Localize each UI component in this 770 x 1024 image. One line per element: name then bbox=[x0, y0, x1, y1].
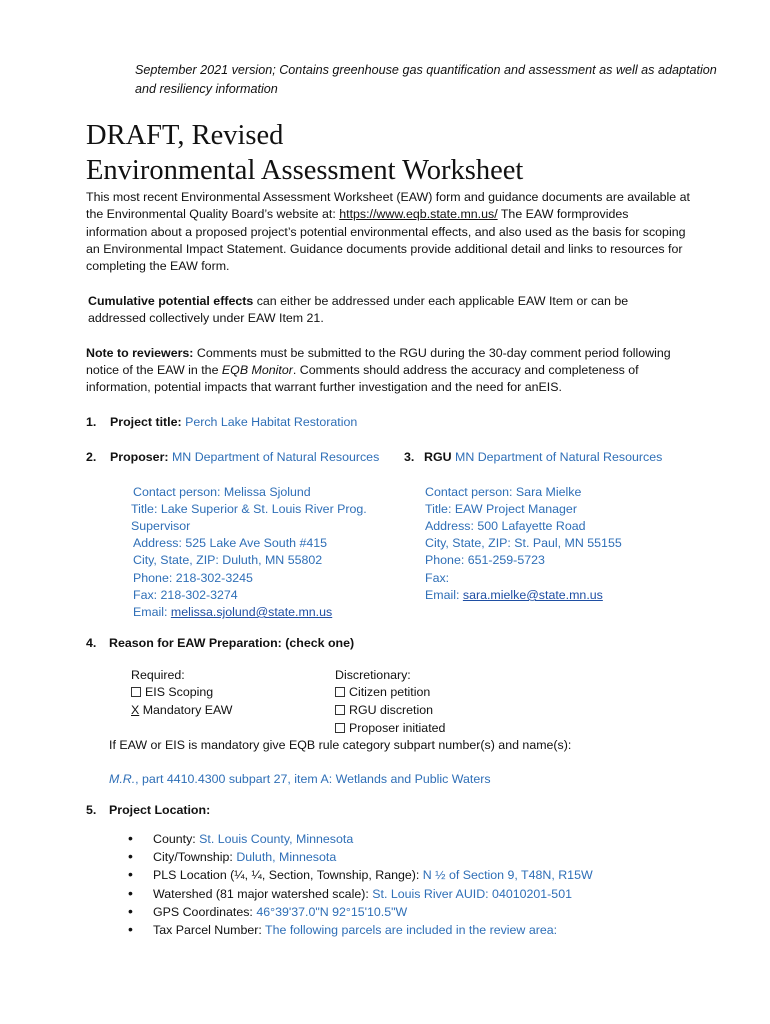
mandatory-eaw-checkmark[interactable]: X bbox=[131, 703, 140, 717]
location-item-value: 46°39'37.0"N 92°15'10.5"W bbox=[256, 904, 408, 919]
item1-label: Project title: bbox=[110, 415, 182, 429]
bullet-dot: • bbox=[128, 921, 133, 937]
note-line2 bbox=[86, 362, 639, 379]
mandatory-rule-ital: M.R. bbox=[109, 772, 136, 786]
location-item-value: The following parcels are included in the review area: bbox=[265, 923, 558, 937]
mandatory-rule-value bbox=[109, 771, 491, 788]
rgu-email-link[interactable]: sara.mielke@state.mn.us bbox=[462, 588, 603, 602]
location-item-label: City/Township: bbox=[153, 850, 233, 865]
eis-scoping-option[interactable] bbox=[131, 684, 213, 701]
required-label: Required: bbox=[131, 668, 185, 682]
intro-line5: completing the EAW form. bbox=[86, 259, 230, 273]
item5-number: 5. bbox=[86, 803, 97, 817]
bullet-dot: • bbox=[128, 866, 133, 883]
item1-number: 1. bbox=[86, 415, 97, 429]
note-line2-post: . Comments should address the accuracy and completeness of bbox=[292, 363, 639, 377]
citizen-petition-label: Citizen petition bbox=[349, 685, 431, 699]
item3-label: RGU bbox=[424, 450, 452, 464]
mandatory-eaw-option[interactable] bbox=[131, 702, 232, 719]
location-item bbox=[153, 922, 557, 939]
location-item-label: PLS Location (¼, ¼, Section, Township, Range): bbox=[153, 868, 420, 883]
location-item-label: Watershed (81 major watershed scale): bbox=[153, 886, 369, 901]
item1-project-title bbox=[110, 414, 357, 431]
cumulative-rest: can either be addressed under each applicable EAW Item or can be bbox=[253, 294, 629, 308]
proposer-email-link[interactable]: melissa.sjolund@state.mn.us bbox=[170, 605, 333, 619]
item2-proposer bbox=[110, 449, 379, 466]
intro-line2-post: The EAW formprovides bbox=[497, 207, 629, 221]
eqb-website-link[interactable]: https://www.eqb.state.mn.us/ bbox=[339, 207, 498, 221]
intro-line4: an Environmental Impact Statement. Guidance documents provide additional detail and links to resources for bbox=[86, 242, 683, 256]
item4-number: 4. bbox=[86, 636, 97, 650]
eis-scoping-label: EIS Scoping bbox=[145, 685, 214, 699]
item3-number: 3. bbox=[404, 450, 415, 464]
intro-line3: information about a proposed project’s potential environmental effects, and also used as the basis for scoping bbox=[86, 225, 686, 239]
intro-line1: This most recent Environmental Assessment Worksheet (EAW) form and guidance documents are available at bbox=[86, 190, 690, 204]
item2-value: MN Department of Natural Resources bbox=[171, 450, 380, 464]
mandatory-eaw-label: Mandatory EAW bbox=[142, 703, 233, 717]
proposer-fax: Fax: 218-302-3274 bbox=[133, 588, 238, 602]
eis-scoping-checkbox[interactable] bbox=[131, 687, 141, 697]
rgu-phone: Phone: 651-259-5723 bbox=[425, 553, 545, 567]
location-item-label: GPS Coordinates: bbox=[153, 904, 253, 919]
proposer-email-line bbox=[133, 604, 332, 621]
rgu-discretion-checkbox[interactable] bbox=[335, 705, 345, 715]
rgu-fax: Fax: bbox=[425, 571, 450, 585]
proposer-contact: Contact person: Melissa Sjolund bbox=[133, 485, 311, 499]
rgu-address: Address: 500 Lafayette Road bbox=[425, 519, 586, 533]
proposer-title-line2: Supervisor bbox=[131, 519, 191, 533]
version-note-line1: September 2021 version; Contains greenhouse gas quantification and assessment as well as adaptation bbox=[135, 63, 717, 77]
proposer-initiated-label: Proposer initiated bbox=[349, 721, 446, 735]
rgu-city: City, State, ZIP: St. Paul, MN 55155 bbox=[425, 536, 622, 550]
item2-number: 2. bbox=[86, 450, 97, 464]
citizen-petition-option[interactable] bbox=[335, 684, 430, 701]
rgu-discretion-option[interactable] bbox=[335, 702, 433, 719]
mandatory-rule-prompt: If EAW or EIS is mandatory give EQB rule category subpart number(s) and name(s): bbox=[109, 738, 572, 752]
location-item-value: St. Louis River AUID: 04010201-501 bbox=[372, 886, 572, 901]
rgu-contact: Contact person: Sara Mielke bbox=[425, 485, 582, 499]
location-item-value: N ½ of Section 9, T48N, R15W bbox=[422, 868, 593, 883]
item4-label: Reason for EAW Preparation: (check one) bbox=[109, 636, 355, 650]
cumulative-bold: Cumulative potential effects bbox=[88, 294, 254, 308]
citizen-petition-checkbox[interactable] bbox=[335, 687, 345, 697]
document-title-line2: Environmental Assessment Worksheet bbox=[86, 155, 524, 186]
rgu-title: Title: EAW Project Manager bbox=[425, 502, 577, 516]
item5-label: Project Location: bbox=[109, 803, 211, 817]
location-item-value: St. Louis County, Minnesota bbox=[199, 832, 354, 846]
discretionary-label: Discretionary: bbox=[335, 668, 411, 682]
eqb-monitor: EQB Monitor bbox=[221, 363, 293, 377]
bullet-dot: • bbox=[128, 830, 133, 846]
rgu-discretion-label: RGU discretion bbox=[349, 703, 434, 717]
location-item bbox=[153, 867, 593, 884]
proposer-title-line1: Title: Lake Superior & St. Louis River Prog. bbox=[131, 502, 367, 516]
cumulative-line2: addressed collectively under EAW Item 21. bbox=[88, 311, 324, 325]
mandatory-rule-rest: , part 4410.4300 subpart 27, item A: Wetlands and Public Waters bbox=[135, 772, 491, 786]
proposer-city: City, State, ZIP: Duluth, MN 55802 bbox=[133, 553, 323, 567]
bullet-dot: • bbox=[128, 902, 133, 919]
proposer-phone: Phone: 218-302-3245 bbox=[133, 571, 253, 585]
proposer-address: Address: 525 Lake Ave South #415 bbox=[133, 536, 328, 550]
location-item-label: County: bbox=[153, 832, 196, 846]
proposer-initiated-checkbox[interactable] bbox=[335, 723, 345, 733]
document-title-line1: DRAFT, Revised bbox=[86, 120, 284, 151]
item3-rgu bbox=[424, 449, 662, 466]
intro-line2 bbox=[86, 206, 628, 223]
proposer-email-label: Email: bbox=[133, 605, 171, 619]
rgu-email-label: Email: bbox=[425, 588, 463, 602]
cumulative-line1 bbox=[88, 293, 628, 310]
location-item-label: Tax Parcel Number: bbox=[153, 923, 262, 937]
note-line3: information, potential impacts that warrant further investigation and the need for anEIS. bbox=[86, 380, 562, 394]
bullet-dot: • bbox=[128, 848, 133, 865]
note-line1 bbox=[86, 345, 671, 362]
version-note-line2: and resiliency information bbox=[135, 82, 278, 96]
location-item bbox=[153, 849, 336, 866]
intro-line2-pre: the Environmental Quality Board’s website at: bbox=[86, 207, 340, 221]
item3-value: MN Department of Natural Resources bbox=[455, 450, 663, 464]
note-rest: Comments must be submitted to the RGU during the 30-day comment period following bbox=[193, 346, 671, 360]
note-line2-pre: notice of the EAW in the bbox=[86, 363, 222, 377]
rgu-email-line bbox=[425, 587, 603, 604]
location-item bbox=[153, 886, 572, 903]
location-item bbox=[153, 831, 353, 848]
note-bold: Note to reviewers: bbox=[86, 346, 194, 360]
item1-value: Perch Lake Habitat Restoration bbox=[185, 415, 358, 429]
location-item bbox=[153, 904, 407, 921]
bullet-dot: • bbox=[128, 884, 133, 901]
location-item-value: Duluth, Minnesota bbox=[236, 850, 337, 865]
proposer-initiated-option[interactable] bbox=[335, 720, 445, 737]
item2-label: Proposer: bbox=[110, 450, 169, 464]
